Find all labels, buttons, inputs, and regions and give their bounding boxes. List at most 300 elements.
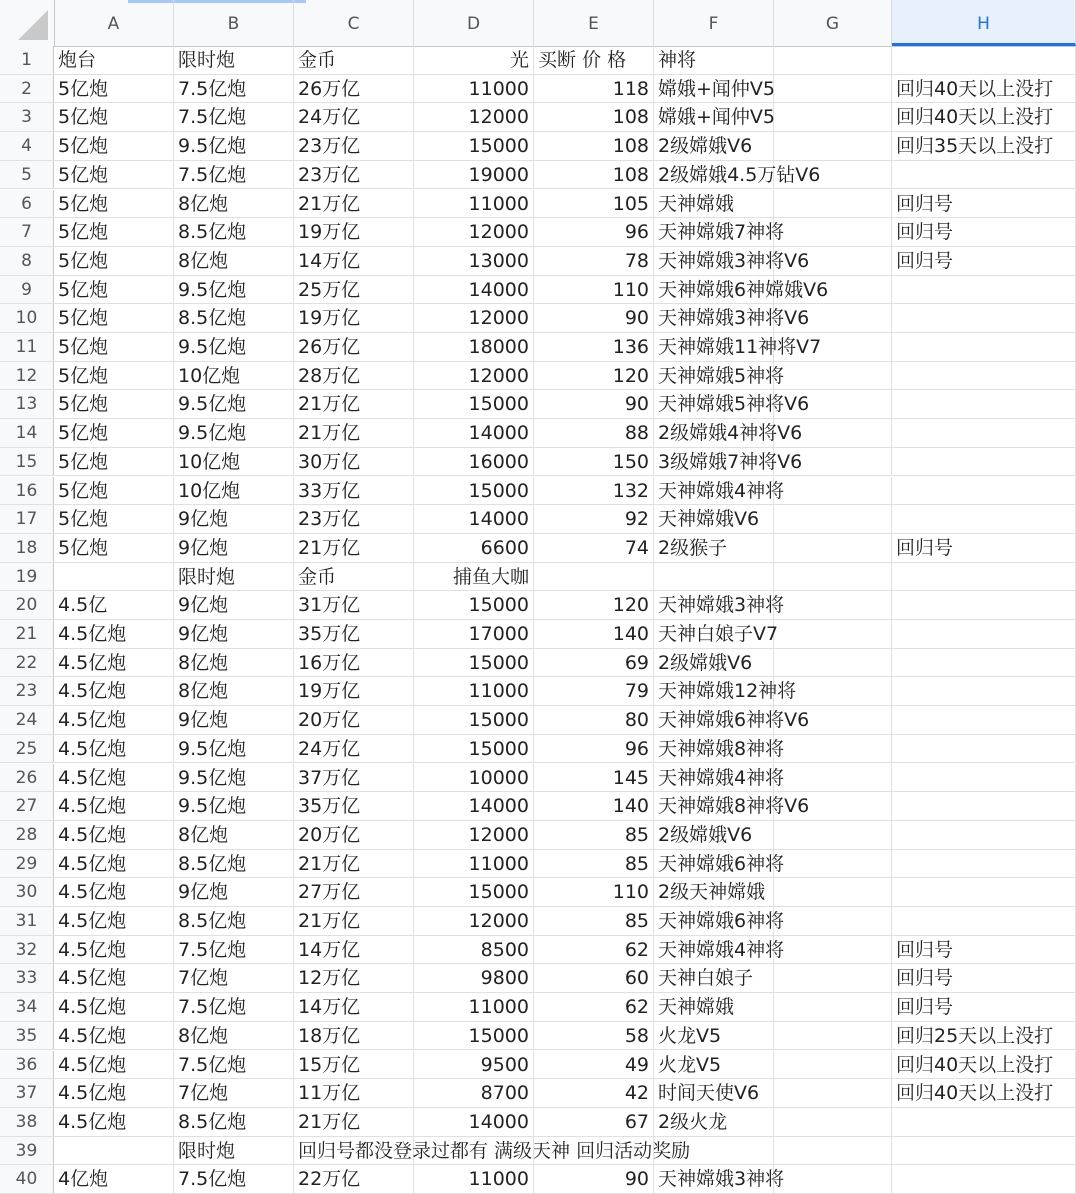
- cell-h33[interactable]: 回归号: [892, 964, 1076, 992]
- cell-c16[interactable]: 33万亿: [294, 477, 414, 505]
- cell-f26[interactable]: 天神嫦娥4神将: [654, 764, 774, 792]
- cell-e22[interactable]: 69: [534, 649, 654, 677]
- row-header[interactable]: 4: [0, 132, 54, 160]
- cell-g27[interactable]: [774, 792, 892, 820]
- cell-a17[interactable]: 5亿炮: [54, 505, 174, 533]
- cell-h36[interactable]: 回归40天以上没打: [892, 1051, 1076, 1079]
- cell-d10[interactable]: 12000: [414, 304, 534, 332]
- cell-b4[interactable]: 9.5亿炮: [174, 132, 294, 160]
- cell-b23[interactable]: 8亿炮: [174, 677, 294, 705]
- cell-h6[interactable]: 回归号: [892, 190, 1076, 218]
- row-header[interactable]: 17: [0, 505, 54, 533]
- cell-e2[interactable]: 118: [534, 75, 654, 103]
- cell-b37[interactable]: 7亿炮: [174, 1079, 294, 1107]
- cell-g31[interactable]: [774, 907, 892, 935]
- cell-e13[interactable]: 90: [534, 390, 654, 418]
- cell-e16[interactable]: 132: [534, 477, 654, 505]
- row-header[interactable]: 6: [0, 190, 54, 218]
- cell-b25[interactable]: 9.5亿炮: [174, 735, 294, 763]
- cell-e24[interactable]: 80: [534, 706, 654, 734]
- cell-a40[interactable]: 4亿炮: [54, 1165, 174, 1193]
- cell-b13[interactable]: 9.5亿炮: [174, 390, 294, 418]
- cell-g32[interactable]: [774, 936, 892, 964]
- cell-e5[interactable]: 108: [534, 161, 654, 189]
- cell-h5[interactable]: [892, 161, 1076, 189]
- cell-a9[interactable]: 5亿炮: [54, 276, 174, 304]
- cell-b33[interactable]: 7亿炮: [174, 964, 294, 992]
- cell-d9[interactable]: 14000: [414, 276, 534, 304]
- cell-a18[interactable]: 5亿炮: [54, 534, 174, 562]
- row-header[interactable]: 38: [0, 1108, 54, 1136]
- cell-e40[interactable]: 90: [534, 1165, 654, 1193]
- cell-g17[interactable]: [774, 505, 892, 533]
- cell-d34[interactable]: 11000: [414, 993, 534, 1021]
- row-header[interactable]: 27: [0, 792, 54, 820]
- cell-e18[interactable]: 74: [534, 534, 654, 562]
- cell-c37[interactable]: 11万亿: [294, 1079, 414, 1107]
- cell-f13[interactable]: 天神嫦娥5神将V6: [654, 390, 774, 418]
- cell-g12[interactable]: [774, 362, 892, 390]
- cell-a11[interactable]: 5亿炮: [54, 333, 174, 361]
- cell-h18[interactable]: 回归号: [892, 534, 1076, 562]
- cell-h17[interactable]: [892, 505, 1076, 533]
- cell-h15[interactable]: [892, 448, 1076, 476]
- cell-g10[interactable]: [774, 304, 892, 332]
- cell-d3[interactable]: 12000: [414, 103, 534, 131]
- cell-a34[interactable]: 4.5亿炮: [54, 993, 174, 1021]
- cell-e32[interactable]: 62: [534, 936, 654, 964]
- cell-e39[interactable]: [534, 1137, 654, 1165]
- cell-h37[interactable]: 回归40天以上没打: [892, 1079, 1076, 1107]
- cell-d26[interactable]: 10000: [414, 764, 534, 792]
- cell-h4[interactable]: 回归35天以上没打: [892, 132, 1076, 160]
- row-header[interactable]: 11: [0, 333, 54, 361]
- cell-g33[interactable]: [774, 964, 892, 992]
- cell-h28[interactable]: [892, 821, 1076, 849]
- cell-a23[interactable]: 4.5亿炮: [54, 677, 174, 705]
- cell-d5[interactable]: 19000: [414, 161, 534, 189]
- cell-d24[interactable]: 15000: [414, 706, 534, 734]
- cell-d37[interactable]: 8700: [414, 1079, 534, 1107]
- cell-g30[interactable]: [774, 878, 892, 906]
- cell-g36[interactable]: [774, 1051, 892, 1079]
- cell-d22[interactable]: 15000: [414, 649, 534, 677]
- cell-f7[interactable]: 天神嫦娥7神将: [654, 218, 774, 246]
- cell-h16[interactable]: [892, 477, 1076, 505]
- cell-a20[interactable]: 4.5亿: [54, 591, 174, 619]
- row-header[interactable]: 30: [0, 878, 54, 906]
- cell-d1[interactable]: 光: [414, 46, 534, 74]
- cell-c19[interactable]: 金币: [294, 563, 414, 591]
- cell-g26[interactable]: [774, 764, 892, 792]
- cell-e8[interactable]: 78: [534, 247, 654, 275]
- cell-f1[interactable]: 神将: [654, 46, 774, 74]
- cell-a12[interactable]: 5亿炮: [54, 362, 174, 390]
- cell-e35[interactable]: 58: [534, 1022, 654, 1050]
- cell-c12[interactable]: 28万亿: [294, 362, 414, 390]
- cell-a2[interactable]: 5亿炮: [54, 75, 174, 103]
- cell-b38[interactable]: 8.5亿炮: [174, 1108, 294, 1136]
- cell-b9[interactable]: 9.5亿炮: [174, 276, 294, 304]
- cell-c5[interactable]: 23万亿: [294, 161, 414, 189]
- cell-h35[interactable]: 回归25天以上没打: [892, 1022, 1076, 1050]
- cell-b18[interactable]: 9亿炮: [174, 534, 294, 562]
- cell-d38[interactable]: 14000: [414, 1108, 534, 1136]
- cell-g7[interactable]: [774, 218, 892, 246]
- cell-c3[interactable]: 24万亿: [294, 103, 414, 131]
- cell-c4[interactable]: 23万亿: [294, 132, 414, 160]
- cell-h31[interactable]: [892, 907, 1076, 935]
- cell-b35[interactable]: 8亿炮: [174, 1022, 294, 1050]
- cell-e1[interactable]: 买断 价 格: [534, 46, 654, 74]
- cell-g40[interactable]: [774, 1165, 892, 1193]
- cell-f4[interactable]: 2级嫦娥V6: [654, 132, 774, 160]
- cell-d32[interactable]: 8500: [414, 936, 534, 964]
- cell-g19[interactable]: [774, 563, 892, 591]
- cell-g28[interactable]: [774, 821, 892, 849]
- row-header[interactable]: 13: [0, 390, 54, 418]
- row-header[interactable]: 18: [0, 534, 54, 562]
- cell-g11[interactable]: [774, 333, 892, 361]
- row-header[interactable]: 22: [0, 649, 54, 677]
- cell-h2[interactable]: 回归40天以上没打: [892, 75, 1076, 103]
- cell-c8[interactable]: 14万亿: [294, 247, 414, 275]
- cell-b2[interactable]: 7.5亿炮: [174, 75, 294, 103]
- cell-e31[interactable]: 85: [534, 907, 654, 935]
- cell-c21[interactable]: 35万亿: [294, 620, 414, 648]
- cell-d11[interactable]: 18000: [414, 333, 534, 361]
- row-header[interactable]: 10: [0, 304, 54, 332]
- cell-h34[interactable]: 回归号: [892, 993, 1076, 1021]
- cell-c32[interactable]: 14万亿: [294, 936, 414, 964]
- cell-f30[interactable]: 2级天神嫦娥: [654, 878, 774, 906]
- column-header-h[interactable]: H: [892, 0, 1076, 46]
- cell-b40[interactable]: 7.5亿炮: [174, 1165, 294, 1193]
- cell-b28[interactable]: 8亿炮: [174, 821, 294, 849]
- cell-c28[interactable]: 20万亿: [294, 821, 414, 849]
- cell-a36[interactable]: 4.5亿炮: [54, 1051, 174, 1079]
- cell-f25[interactable]: 天神嫦娥8神将: [654, 735, 774, 763]
- cell-a13[interactable]: 5亿炮: [54, 390, 174, 418]
- cell-g18[interactable]: [774, 534, 892, 562]
- cell-f6[interactable]: 天神嫦娥: [654, 190, 774, 218]
- cell-f14[interactable]: 2级嫦娥4神将V6: [654, 419, 774, 447]
- cell-a4[interactable]: 5亿炮: [54, 132, 174, 160]
- cell-c34[interactable]: 14万亿: [294, 993, 414, 1021]
- cell-a25[interactable]: 4.5亿炮: [54, 735, 174, 763]
- cell-d33[interactable]: 9800: [414, 964, 534, 992]
- cell-f24[interactable]: 天神嫦娥6神将V6: [654, 706, 774, 734]
- cell-a7[interactable]: 5亿炮: [54, 218, 174, 246]
- cell-e11[interactable]: 136: [534, 333, 654, 361]
- cell-d25[interactable]: 15000: [414, 735, 534, 763]
- cell-d14[interactable]: 14000: [414, 419, 534, 447]
- cell-h32[interactable]: 回归号: [892, 936, 1076, 964]
- row-header[interactable]: 26: [0, 764, 54, 792]
- cell-a22[interactable]: 4.5亿炮: [54, 649, 174, 677]
- cell-h38[interactable]: [892, 1108, 1076, 1136]
- cell-a19[interactable]: [54, 563, 174, 591]
- row-header[interactable]: 35: [0, 1022, 54, 1050]
- cell-f3[interactable]: 嫦娥+闻仲V5: [654, 103, 774, 131]
- cell-e6[interactable]: 105: [534, 190, 654, 218]
- cell-c31[interactable]: 21万亿: [294, 907, 414, 935]
- cell-h21[interactable]: [892, 620, 1076, 648]
- cell-b34[interactable]: 7.5亿炮: [174, 993, 294, 1021]
- cell-g34[interactable]: [774, 993, 892, 1021]
- cell-f18[interactable]: 2级猴子: [654, 534, 774, 562]
- cell-f2[interactable]: 嫦娥+闻仲V5: [654, 75, 774, 103]
- row-header[interactable]: 28: [0, 821, 54, 849]
- cell-f39[interactable]: [654, 1137, 774, 1165]
- cell-f35[interactable]: 火龙V5: [654, 1022, 774, 1050]
- cell-b31[interactable]: 8.5亿炮: [174, 907, 294, 935]
- cell-f32[interactable]: 天神嫦娥4神将: [654, 936, 774, 964]
- cell-f16[interactable]: 天神嫦娥4神将: [654, 477, 774, 505]
- cell-a24[interactable]: 4.5亿炮: [54, 706, 174, 734]
- cell-g3[interactable]: [774, 103, 892, 131]
- cell-d20[interactable]: 15000: [414, 591, 534, 619]
- row-header[interactable]: 19: [0, 563, 54, 591]
- cell-c39[interactable]: 回归号都没登录过都有 满级天神 回归活动奖励: [294, 1137, 414, 1165]
- cell-g29[interactable]: [774, 850, 892, 878]
- cell-f22[interactable]: 2级嫦娥V6: [654, 649, 774, 677]
- cell-f19[interactable]: [654, 563, 774, 591]
- cell-b14[interactable]: 9.5亿炮: [174, 419, 294, 447]
- cell-b32[interactable]: 7.5亿炮: [174, 936, 294, 964]
- cell-c18[interactable]: 21万亿: [294, 534, 414, 562]
- row-header[interactable]: 36: [0, 1051, 54, 1079]
- cell-f12[interactable]: 天神嫦娥5神将: [654, 362, 774, 390]
- row-header[interactable]: 7: [0, 218, 54, 246]
- cell-f21[interactable]: 天神白娘子V7: [654, 620, 774, 648]
- cell-a29[interactable]: 4.5亿炮: [54, 850, 174, 878]
- cell-f40[interactable]: 天神嫦娥3神将: [654, 1165, 774, 1193]
- cell-f11[interactable]: 天神嫦娥11神将V7: [654, 333, 774, 361]
- cell-e7[interactable]: 96: [534, 218, 654, 246]
- cell-d4[interactable]: 15000: [414, 132, 534, 160]
- cell-c2[interactable]: 26万亿: [294, 75, 414, 103]
- cell-c10[interactable]: 19万亿: [294, 304, 414, 332]
- cell-c11[interactable]: 26万亿: [294, 333, 414, 361]
- cell-a3[interactable]: 5亿炮: [54, 103, 174, 131]
- cell-e12[interactable]: 120: [534, 362, 654, 390]
- cell-h9[interactable]: [892, 276, 1076, 304]
- cell-a6[interactable]: 5亿炮: [54, 190, 174, 218]
- cell-a15[interactable]: 5亿炮: [54, 448, 174, 476]
- cell-g20[interactable]: [774, 591, 892, 619]
- cell-f34[interactable]: 天神嫦娥: [654, 993, 774, 1021]
- cell-c7[interactable]: 19万亿: [294, 218, 414, 246]
- cell-h7[interactable]: 回归号: [892, 218, 1076, 246]
- cell-a33[interactable]: 4.5亿炮: [54, 964, 174, 992]
- cell-g6[interactable]: [774, 190, 892, 218]
- cell-a31[interactable]: 4.5亿炮: [54, 907, 174, 935]
- cell-b10[interactable]: 8.5亿炮: [174, 304, 294, 332]
- cell-a26[interactable]: 4.5亿炮: [54, 764, 174, 792]
- cell-b26[interactable]: 9.5亿炮: [174, 764, 294, 792]
- cell-h20[interactable]: [892, 591, 1076, 619]
- cell-h3[interactable]: 回归40天以上没打: [892, 103, 1076, 131]
- cell-g38[interactable]: [774, 1108, 892, 1136]
- cell-g23[interactable]: [774, 677, 892, 705]
- cell-d17[interactable]: 14000: [414, 505, 534, 533]
- cell-g9[interactable]: [774, 276, 892, 304]
- cell-a14[interactable]: 5亿炮: [54, 419, 174, 447]
- cell-g13[interactable]: [774, 390, 892, 418]
- column-header-c[interactable]: C: [294, 0, 414, 46]
- cell-d2[interactable]: 11000: [414, 75, 534, 103]
- row-header[interactable]: 29: [0, 850, 54, 878]
- cell-a30[interactable]: 4.5亿炮: [54, 878, 174, 906]
- row-header[interactable]: 2: [0, 75, 54, 103]
- cell-b39[interactable]: 限时炮: [174, 1137, 294, 1165]
- cell-c22[interactable]: 16万亿: [294, 649, 414, 677]
- cell-e9[interactable]: 110: [534, 276, 654, 304]
- cell-b11[interactable]: 9.5亿炮: [174, 333, 294, 361]
- cell-c33[interactable]: 12万亿: [294, 964, 414, 992]
- cell-b12[interactable]: 10亿炮: [174, 362, 294, 390]
- cell-d16[interactable]: 15000: [414, 477, 534, 505]
- column-header-f[interactable]: F: [654, 0, 774, 46]
- cell-b5[interactable]: 7.5亿炮: [174, 161, 294, 189]
- cell-c26[interactable]: 37万亿: [294, 764, 414, 792]
- column-header-g[interactable]: G: [774, 0, 892, 46]
- cell-b1[interactable]: 限时炮: [174, 46, 294, 74]
- cell-h14[interactable]: [892, 419, 1076, 447]
- cell-h23[interactable]: [892, 677, 1076, 705]
- cell-f10[interactable]: 天神嫦娥3神将V6: [654, 304, 774, 332]
- cell-g2[interactable]: [774, 75, 892, 103]
- cell-e34[interactable]: 62: [534, 993, 654, 1021]
- cell-g15[interactable]: [774, 448, 892, 476]
- cell-f27[interactable]: 天神嫦娥8神将V6: [654, 792, 774, 820]
- cell-e28[interactable]: 85: [534, 821, 654, 849]
- cell-f33[interactable]: 天神白娘子: [654, 964, 774, 992]
- cell-c17[interactable]: 23万亿: [294, 505, 414, 533]
- cell-c24[interactable]: 20万亿: [294, 706, 414, 734]
- cell-e4[interactable]: 108: [534, 132, 654, 160]
- cell-b24[interactable]: 9亿炮: [174, 706, 294, 734]
- cell-e38[interactable]: 67: [534, 1108, 654, 1136]
- cell-c36[interactable]: 15万亿: [294, 1051, 414, 1079]
- cell-c15[interactable]: 30万亿: [294, 448, 414, 476]
- cell-h39[interactable]: [892, 1137, 1076, 1165]
- cell-g16[interactable]: [774, 477, 892, 505]
- column-header-b[interactable]: B: [174, 0, 294, 46]
- cell-g5[interactable]: [774, 161, 892, 189]
- column-header-a[interactable]: A: [54, 0, 174, 46]
- row-header[interactable]: 25: [0, 735, 54, 763]
- cell-b3[interactable]: 7.5亿炮: [174, 103, 294, 131]
- cell-c25[interactable]: 24万亿: [294, 735, 414, 763]
- row-header[interactable]: 37: [0, 1079, 54, 1107]
- cell-f8[interactable]: 天神嫦娥3神将V6: [654, 247, 774, 275]
- cell-b6[interactable]: 8亿炮: [174, 190, 294, 218]
- cell-g24[interactable]: [774, 706, 892, 734]
- cell-c14[interactable]: 21万亿: [294, 419, 414, 447]
- cell-e17[interactable]: 92: [534, 505, 654, 533]
- cell-d7[interactable]: 12000: [414, 218, 534, 246]
- cell-c27[interactable]: 35万亿: [294, 792, 414, 820]
- cell-e3[interactable]: 108: [534, 103, 654, 131]
- cell-h26[interactable]: [892, 764, 1076, 792]
- cell-e30[interactable]: 110: [534, 878, 654, 906]
- cell-d19[interactable]: 捕鱼大咖: [414, 563, 534, 591]
- cell-c9[interactable]: 25万亿: [294, 276, 414, 304]
- cell-c23[interactable]: 19万亿: [294, 677, 414, 705]
- row-header[interactable]: 32: [0, 936, 54, 964]
- row-header[interactable]: 3: [0, 103, 54, 131]
- cell-a16[interactable]: 5亿炮: [54, 477, 174, 505]
- cell-f9[interactable]: 天神嫦娥6神嫦娥V6: [654, 276, 774, 304]
- cell-g21[interactable]: [774, 620, 892, 648]
- select-all-corner[interactable]: [0, 0, 55, 46]
- cell-e10[interactable]: 90: [534, 304, 654, 332]
- row-header[interactable]: 16: [0, 477, 54, 505]
- row-header[interactable]: 5: [0, 161, 54, 189]
- row-header[interactable]: 40: [0, 1165, 54, 1193]
- cell-f15[interactable]: 3级嫦娥7神将V6: [654, 448, 774, 476]
- cell-f36[interactable]: 火龙V5: [654, 1051, 774, 1079]
- row-header[interactable]: 8: [0, 247, 54, 275]
- cell-e25[interactable]: 96: [534, 735, 654, 763]
- cell-h12[interactable]: [892, 362, 1076, 390]
- cell-h40[interactable]: [892, 1165, 1076, 1193]
- cell-f37[interactable]: 时间天使V6: [654, 1079, 774, 1107]
- cell-b27[interactable]: 9.5亿炮: [174, 792, 294, 820]
- cell-b19[interactable]: 限时炮: [174, 563, 294, 591]
- column-header-e[interactable]: E: [534, 0, 654, 46]
- row-header[interactable]: 23: [0, 677, 54, 705]
- row-header[interactable]: 34: [0, 993, 54, 1021]
- cell-e29[interactable]: 85: [534, 850, 654, 878]
- cell-g25[interactable]: [774, 735, 892, 763]
- cell-g37[interactable]: [774, 1079, 892, 1107]
- cell-e37[interactable]: 42: [534, 1079, 654, 1107]
- cell-a10[interactable]: 5亿炮: [54, 304, 174, 332]
- cell-g4[interactable]: [774, 132, 892, 160]
- cell-h1[interactable]: [892, 46, 1076, 74]
- cell-b29[interactable]: 8.5亿炮: [174, 850, 294, 878]
- column-header-d[interactable]: D: [414, 0, 534, 46]
- cell-d27[interactable]: 14000: [414, 792, 534, 820]
- cell-g39[interactable]: [774, 1137, 892, 1165]
- cell-b22[interactable]: 8亿炮: [174, 649, 294, 677]
- cell-h13[interactable]: [892, 390, 1076, 418]
- cell-h10[interactable]: [892, 304, 1076, 332]
- row-header[interactable]: 21: [0, 620, 54, 648]
- cell-e33[interactable]: 60: [534, 964, 654, 992]
- cell-a38[interactable]: 4.5亿炮: [54, 1108, 174, 1136]
- cell-a1[interactable]: 炮台: [54, 46, 174, 74]
- cell-d8[interactable]: 13000: [414, 247, 534, 275]
- cell-d29[interactable]: 11000: [414, 850, 534, 878]
- cell-e36[interactable]: 49: [534, 1051, 654, 1079]
- cell-e27[interactable]: 140: [534, 792, 654, 820]
- cell-f20[interactable]: 天神嫦娥3神将: [654, 591, 774, 619]
- cell-d28[interactable]: 12000: [414, 821, 534, 849]
- cell-d12[interactable]: 12000: [414, 362, 534, 390]
- cell-a28[interactable]: 4.5亿炮: [54, 821, 174, 849]
- cell-b15[interactable]: 10亿炮: [174, 448, 294, 476]
- cell-c38[interactable]: 21万亿: [294, 1108, 414, 1136]
- cell-e21[interactable]: 140: [534, 620, 654, 648]
- cell-c40[interactable]: 22万亿: [294, 1165, 414, 1193]
- cell-f28[interactable]: 2级嫦娥V6: [654, 821, 774, 849]
- cell-h19[interactable]: [892, 563, 1076, 591]
- cell-f5[interactable]: 2级嫦娥4.5万钻V6: [654, 161, 774, 189]
